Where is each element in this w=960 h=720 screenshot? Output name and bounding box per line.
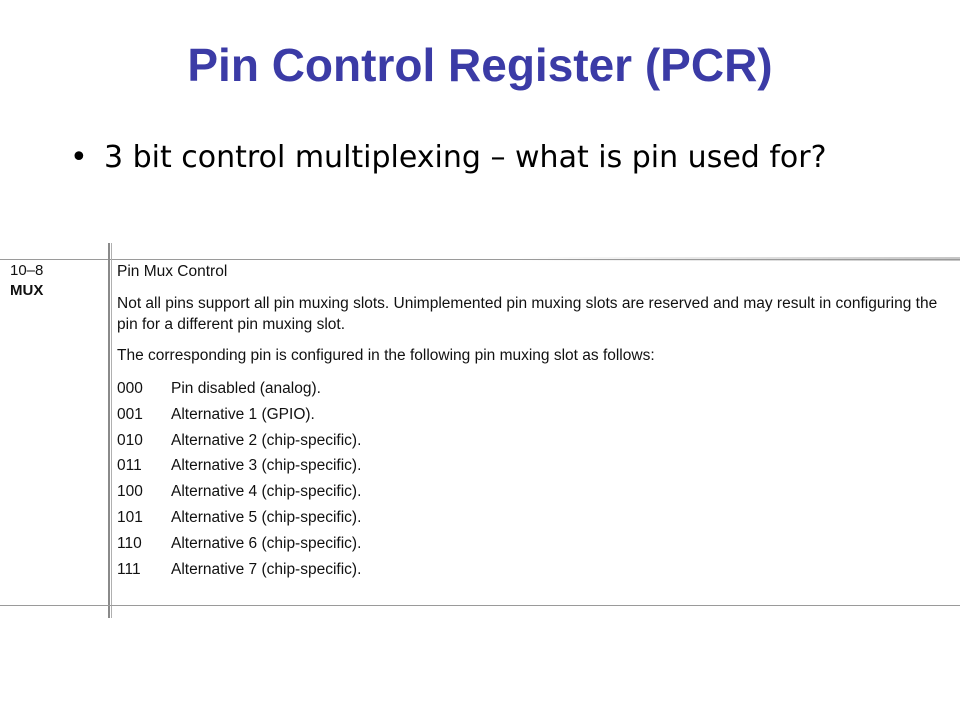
table-row-border-bottom [0,605,960,606]
mux-code: 100 [117,483,143,501]
list-item [117,455,947,481]
mux-label: Alternative 5 (chip-specific). [171,508,362,526]
description-paragraph: Not all pins support all pin muxing slots. Unimplemented pin muxing slots are reserved and may result in configuring the pin for a different pin muxing slot. [117,295,938,333]
table-column-divider [108,243,110,618]
field-bits: 10–8 [10,262,44,279]
list-item [117,378,947,404]
list-item [117,559,947,585]
mux-option-list [117,378,947,584]
mux-label: Alternative 6 (chip-specific). [171,534,362,552]
mux-label: Alternative 3 (chip-specific). [171,457,362,475]
field-cell [10,261,106,301]
mux-label: Alternative 4 (chip-specific). [171,483,362,501]
list-item [117,481,947,507]
mux-code: 010 [117,431,143,449]
description-heading: Pin Mux Control [117,263,228,280]
table-row-border-top [0,259,960,260]
mux-code: 110 [117,534,142,552]
field-name: MUX [10,282,44,299]
bullet-item [70,138,890,178]
mux-code: 011 [117,457,142,475]
list-item [117,404,947,430]
mux-label: Alternative 7 (chip-specific). [171,560,362,578]
mux-code: 101 [117,508,143,526]
slide-title: Pin Control Register (PCR) [187,39,773,91]
list-item [117,533,947,559]
bullet-text: 3 bit control multiplexing – what is pin used for? [104,140,827,175]
bullet-dot-icon: • [70,140,88,175]
mux-code: 001 [117,405,143,423]
mux-code: 000 [117,380,143,397]
description-cell [117,261,947,584]
register-table-screenshot [0,243,960,618]
mux-label: Alternative 2 (chip-specific). [171,431,362,449]
description-intro: The corresponding pin is configured in the following pin muxing slot as follows: [117,347,655,364]
mux-label: Pin disabled (analog). [171,380,321,397]
mux-code: 111 [117,560,141,578]
table-column-divider-inner [111,243,112,618]
mux-label: Alternative 1 (GPIO). [171,405,315,423]
list-item [117,507,947,533]
list-item [117,430,947,456]
